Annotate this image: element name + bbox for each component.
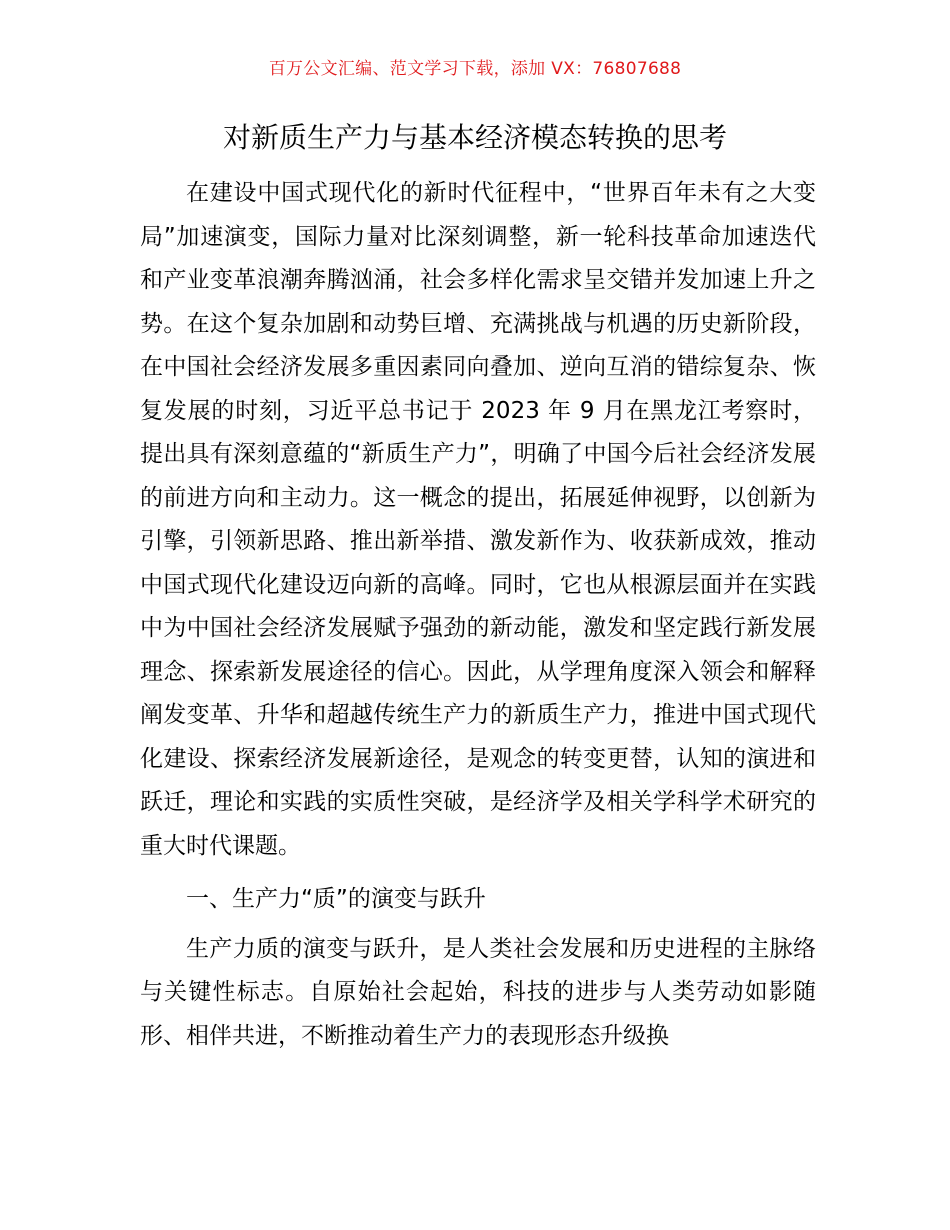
intro-paragraph: 在建设中国式现代化的新时代征程中，“世界百年未有之大变局”加速演变，国际力量对比深刻调整，新一轮科技革命加速迭代和产业变革浪潮奔腾汹涌，社会多样化需求呈交错并发加速上升之势。在这个复杂加剧和动势巨增、充满挑战与机遇的历史新阶段，在中国社会经济发展多重因素同向叠加、逆向互消的错综复杂、恢复发展的时刻，习近平总书记于 2023 年 9 月在黑龙江考察时，提出具有深刻意蕴的“新质生产力”，明确了中国今后社会经济发展的前进方向和主动力。这一概念的提出，拓展延伸视野，以创新为引擎，引领新思路、推出新举措、激发新作为、收获新成效，推动中国式现代化建设迈向新的高峰。同时，它也从根源层面并在实践中为中国社会经济发展赋予强劲的新动能，激发和坚定践行新发展理念、探索新发展途径的信心。因此，从学理角度深入领会和解释阐发变革、升华和超越传统生产力的新质生产力，推进中国式现代化建设、探索经济发展新途径，是观念的转变更替，认知的演进和跃迁，理论和实践的实质性突破，是经济学及相关学科学术研究的重大时代课题。 [140,180,816,859]
document-title: 对新质生产力与基本经济模态转换的思考 [222,121,727,154]
section-heading: 一、生产力“质”的演变与跃升 [186,886,486,912]
header-watermark-note: 百万公文汇编、范文学习下载，添加 VX：76807688 [268,59,682,79]
section-paragraph: 生产力质的演变与跃升，是人类社会发展和历史进程的主脉络与关键性标志。自原始社会起始，科技的进步与人类劳动如影随形、相伴共进，不断推动着生产力的表现形态升级换 [140,935,816,1049]
document-body [140,172,816,1058]
